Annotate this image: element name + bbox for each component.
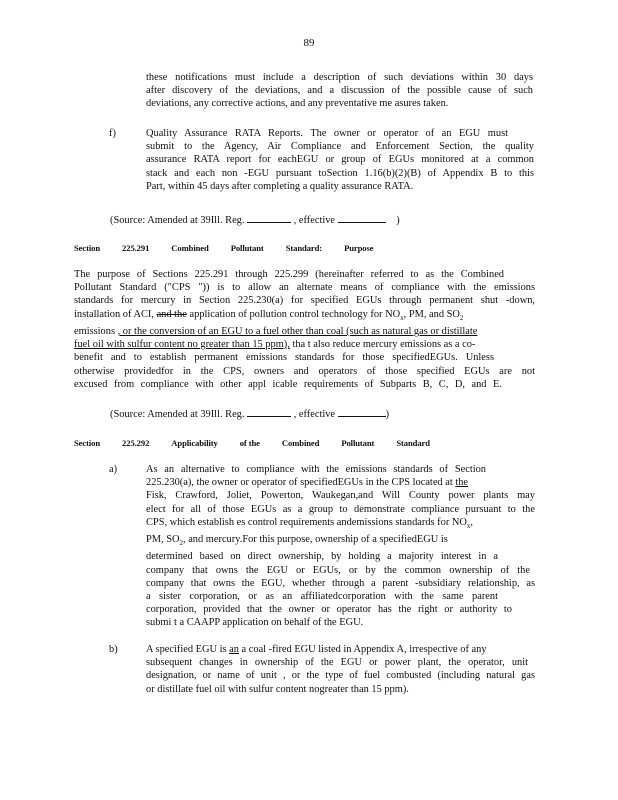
heading-word: Section: [74, 243, 101, 253]
text-line: after discovery of the deviations, and a discussion of the possible cause of such: [146, 85, 533, 97]
text-line: a sister corporation, or as an affiliatedcorporation with the same parent: [146, 590, 498, 602]
underlined-text: the: [455, 477, 469, 489]
heading-word: 225.291: [122, 243, 150, 253]
text-line: these notifications must include a description of such deviations within 30 days: [146, 72, 533, 83]
text-line: Fisk, Crawford, Joliet, Powerton, Waukegan,and Will County power plants may: [146, 490, 535, 502]
text-line: designation, or name of unit , or the type of fuel combusted (including natural gas: [146, 670, 535, 682]
text-line: excused from compliance with other appl icable requirements of Subparts B, C, D, and E.: [74, 378, 502, 390]
blank-field: [338, 406, 386, 417]
heading-word: Applicability: [171, 438, 218, 448]
text-line: PM, $SO_2$, and mercury.For this purpose, ownership of a specifiedEGU is: [146, 534, 448, 548]
heading-word: 225.292: [122, 438, 150, 448]
section-heading-225-291: [74, 242, 395, 255]
heading-word: of the: [239, 438, 260, 448]
underlined-text: , or the conversion of an EGU to a fuel other than coal (such as natural gas or distillate: [117, 325, 478, 337]
source-suffix: ): [385, 409, 390, 420]
text-line: stack and each non -EGU pursuant toSection 1.16(b)(2)(B) of Appendix B to this: [146, 167, 534, 179]
text-line: elect for all of those EGUs as a group to demonstrate compliance pursuant to the: [146, 503, 535, 515]
source-mid: , effective: [293, 409, 336, 420]
text-line: The purpose of Sections 225.291 through 225.299 (hereinafter referred to as the Combined: [74, 269, 504, 280]
text-line: assurance RATA report for eachEGU or group of EGUs monitored at a common: [146, 154, 534, 166]
text-line: Part, within 45 days after completing a quality assurance RATA.: [146, 180, 414, 192]
text-line: A specified EGU is an a coal -fired EGU listed in Appendix A, irrespective of any: [146, 644, 487, 655]
source-prefix: (Source: Amended at 39Ill. Reg.: [110, 409, 245, 420]
page-number: 89: [303, 37, 315, 49]
text-line: Quality Assurance RATA Reports. The owner or operator of an EGU must: [146, 128, 508, 139]
heading-word: Section: [74, 438, 101, 448]
text-line: fuel oil with sulfur content no greater than 15 ppm), tha t also reduce mercury emissions as a co-: [74, 339, 476, 351]
source-prefix: (Source: Amended at 39Ill. Reg.: [110, 215, 245, 226]
text-line: emissions , or the conversion of an EGU to a fuel other than coal (such as natural gas or distillate: [74, 325, 478, 337]
heading-word: Standard: [396, 438, 430, 448]
heading-word: Pollutant: [341, 438, 375, 448]
source-note-1: [110, 212, 440, 227]
text-line: deviations, any corrective actions, and any preventative me asures taken.: [146, 98, 449, 110]
text-line: determined based on direct ownership, by holding a majority interest in a: [146, 551, 498, 563]
text-line: submit to the Agency, Air Compliance and Enforcement Section, the quality: [146, 141, 534, 153]
source-suffix: ): [396, 215, 400, 226]
item-a-paragraph: [146, 463, 535, 630]
source-note-2: [110, 406, 440, 421]
item-f-marker: f): [109, 128, 116, 139]
purpose-paragraph: [74, 268, 535, 391]
text-line: As an alternative to compliance with the emissions standards of Section: [146, 464, 486, 475]
text-line: Pollutant Standard ("CPS ")) is to allow an alternate means of compliance with the emissions: [74, 282, 535, 294]
text-line: standards for mercury in Section 225.230(a) for specified EGUs through permanent shut -down,: [74, 295, 535, 307]
text-line: 225.230(a), the owner or operator of specifiedEGUs in the CPS located at the: [146, 477, 469, 489]
continuation-paragraph: [146, 71, 533, 111]
item-b-paragraph: [146, 643, 535, 696]
blank-field: [247, 212, 291, 223]
text-line: installation of ACI, and the application of pollution control technology for $NO_x$, PM, and $SO_2$: [74, 308, 464, 322]
source-mid: , effective: [293, 215, 336, 226]
section-heading-225-292: [74, 437, 452, 450]
text-line: corporation, provided that the owner or operator has the right or authority to: [146, 604, 512, 616]
text-line: otherwise providedfor in the CPS, owners and operators of those specified EGUs are not: [74, 365, 535, 377]
heading-word: Standard:: [285, 243, 323, 253]
item-f-paragraph: [146, 127, 534, 193]
underlined-text: fuel oil with sulfur content no greater than 15 ppm),: [74, 339, 290, 351]
text-line: company that owns the EGU, whether through a parent -subsidiary relationship, as: [146, 577, 535, 589]
strikethrough-text: and the: [156, 308, 187, 320]
blank-field: [247, 406, 291, 417]
blank-field: [338, 212, 386, 223]
text-line: CPS, which establish es control requirements andemissions standards for $NO_x$,: [146, 516, 474, 530]
text-line: subsequent changes in ownership of the EGU or power plant, the operator, unit: [146, 657, 528, 669]
text-line: submi t a CAAPP application on behalf of the EGU.: [146, 617, 364, 629]
item-b-marker: b): [109, 644, 118, 655]
underlined-text: an: [229, 644, 239, 655]
heading-word: Purpose: [344, 243, 374, 253]
heading-word: Combined: [281, 438, 320, 448]
text-line: or distillate fuel oil with sulfur content nogreater than 15 ppm).: [146, 683, 409, 695]
heading-word: Pollutant: [230, 243, 264, 253]
text-line: company that owns the EGU or EGUs, or by the common ownership of the: [146, 564, 530, 576]
text-line: benefit and to establish permanent emissions standards for those specifiedEGUs. Unless: [74, 352, 494, 364]
item-a-marker: a): [109, 464, 118, 475]
heading-word: Combined: [171, 243, 209, 253]
